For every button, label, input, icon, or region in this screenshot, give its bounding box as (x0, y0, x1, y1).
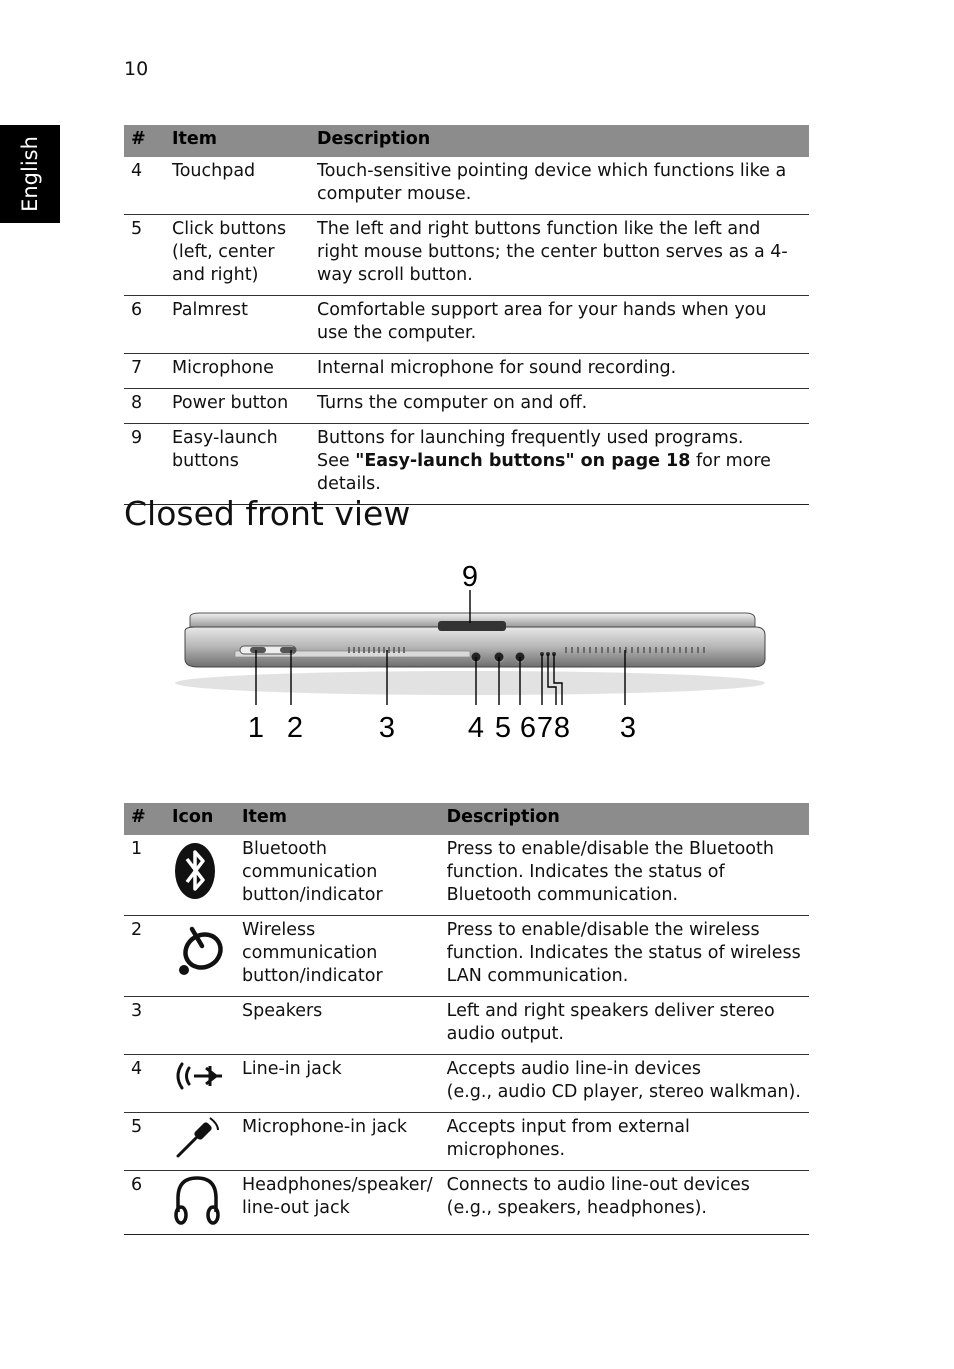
row-icon-empty (165, 997, 235, 1055)
row-num: 2 (124, 916, 165, 997)
table-header-row (124, 125, 809, 157)
callout-2: 2 (286, 712, 304, 744)
header-item: Item (165, 125, 310, 157)
row-description (310, 424, 809, 505)
row-item: Speakers (235, 997, 440, 1055)
row-icon (165, 1113, 235, 1171)
row-num: 6 (124, 296, 165, 354)
row-item: Touchpad (165, 157, 310, 215)
header-item: Item (235, 803, 440, 835)
row-num: 6 (124, 1171, 165, 1235)
table-row (124, 389, 809, 424)
table-row (124, 1055, 809, 1113)
row-icon (165, 1055, 235, 1113)
callout-3-right: 3 (619, 712, 637, 744)
row-description: Press to enable/disable the wireless function. Indicates the status of wireless LAN communication. (440, 916, 809, 997)
callout-4: 4 (467, 712, 485, 744)
row-description: Left and right speakers deliver stereo audio output. (440, 997, 809, 1055)
callout-9: 9 (461, 561, 479, 593)
row-description: Touch-sensitive pointing device which functions like a computer mouse. (310, 157, 809, 215)
row-description (440, 1171, 809, 1235)
parts-table-1 (124, 125, 809, 505)
row-num: 8 (124, 389, 165, 424)
row-description: Internal microphone for sound recording. (310, 354, 809, 389)
description-line: Buttons for launching frequently used programs. (317, 428, 744, 448)
row-description: The left and right buttons function like the left and right mouse buttons; the center button serves as a 4-way scroll button. (310, 215, 809, 296)
callout-1: 1 (247, 712, 265, 744)
table-row (124, 215, 809, 296)
row-item: Line-in jack (235, 1055, 440, 1113)
row-num: 1 (124, 835, 165, 916)
headphones-icon (172, 1174, 222, 1226)
row-num: 3 (124, 997, 165, 1055)
line-in-icon (172, 1058, 228, 1098)
table-row (124, 424, 809, 505)
row-icon (165, 1171, 235, 1235)
language-tab (0, 125, 60, 223)
page-number: 10 (124, 58, 149, 80)
row-item: Bluetooth communication button/indicator (235, 835, 440, 916)
row-item: Microphone (165, 354, 310, 389)
language-tab-label: English (18, 136, 42, 212)
row-num: 4 (124, 157, 165, 215)
table-row (124, 835, 809, 916)
description-line: (e.g., speakers, headphones). (446, 1198, 707, 1218)
callout-7: 7 (536, 712, 554, 744)
easy-launch-buttons (438, 621, 506, 631)
description-line: (e.g., audio CD player, stereo walkman). (446, 1082, 801, 1102)
table-row (124, 1171, 809, 1235)
header-num: # (124, 803, 165, 835)
row-num: 5 (124, 1113, 165, 1171)
row-description: Press to enable/disable the Bluetooth function. Indicates the status of Bluetooth communication. (440, 835, 809, 916)
row-description: Accepts input from external microphones. (440, 1113, 809, 1171)
row-item: Easy-launch buttons (165, 424, 310, 505)
header-icon: Icon (165, 803, 235, 835)
row-description (440, 1055, 809, 1113)
table-row (124, 296, 809, 354)
header-description: Description (310, 125, 809, 157)
table-row (124, 997, 809, 1055)
bluetooth-switch-knob (250, 647, 266, 653)
table-row (124, 157, 809, 215)
row-num: 5 (124, 215, 165, 296)
description-line: Accepts audio line-in devices (446, 1059, 702, 1079)
row-item: Power button (165, 389, 310, 424)
description-line: Connects to audio line-out devices (446, 1175, 750, 1195)
table-header-row (124, 803, 809, 835)
section-title: Closed front view (124, 494, 411, 533)
row-num: 4 (124, 1055, 165, 1113)
table-row (124, 916, 809, 997)
parts-table-2 (124, 803, 809, 1235)
row-icon (165, 916, 235, 997)
callout-8: 8 (553, 712, 571, 744)
item-line: line-out jack (242, 1198, 350, 1218)
row-icon (165, 835, 235, 916)
callout-3-left: 3 (378, 712, 396, 744)
table-row (124, 354, 809, 389)
row-item: Palmrest (165, 296, 310, 354)
header-num: # (124, 125, 165, 157)
callout-6: 6 (519, 712, 537, 744)
row-description: Comfortable support area for your hands when you use the computer. (310, 296, 809, 354)
laptop-front-view-figure (170, 555, 780, 750)
row-num: 7 (124, 354, 165, 389)
bluetooth-icon (172, 838, 218, 900)
wireless-icon (172, 919, 228, 979)
cross-reference-link[interactable]: "Easy-launch buttons" on page 18 (355, 451, 691, 471)
microphone-icon (172, 1116, 222, 1160)
description-more: for more details. (317, 451, 771, 494)
item-line: Headphones/speaker/ (242, 1175, 433, 1195)
row-item: Microphone-in jack (235, 1113, 440, 1171)
row-item: Click buttons (left, center and right) (165, 215, 310, 296)
row-description: Turns the computer on and off. (310, 389, 809, 424)
callout-5: 5 (494, 712, 512, 744)
wireless-switch-knob (280, 647, 296, 653)
row-item (235, 1171, 440, 1235)
row-num: 9 (124, 424, 165, 505)
header-description: Description (440, 803, 809, 835)
figure-shadow (175, 671, 765, 695)
row-item: Wireless communication button/indicator (235, 916, 440, 997)
table-row (124, 1113, 809, 1171)
description-see: See (317, 451, 356, 471)
